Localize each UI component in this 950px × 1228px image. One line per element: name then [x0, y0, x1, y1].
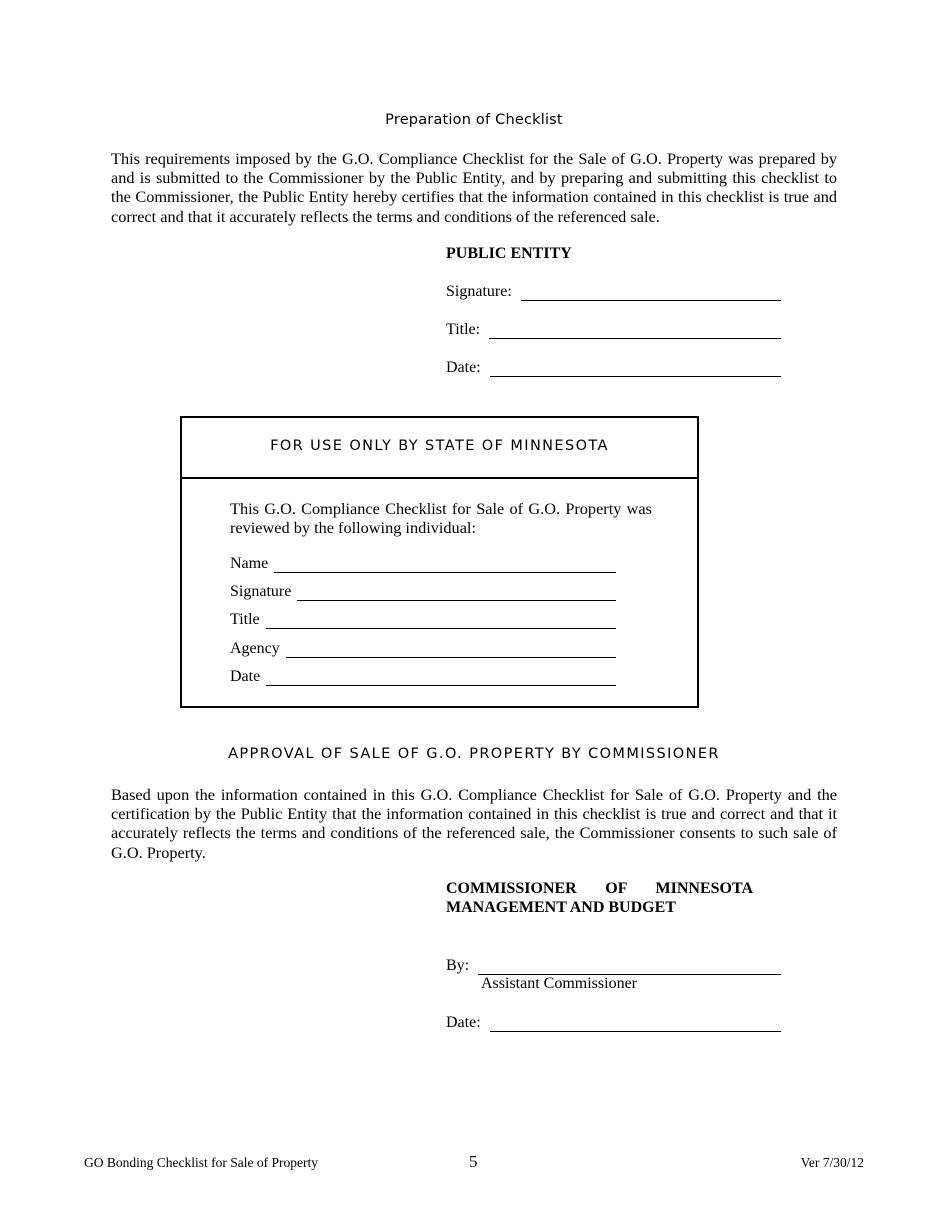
- date-label: Date:: [446, 359, 481, 376]
- public-entity-signature-field[interactable]: [446, 283, 781, 301]
- date-line[interactable]: [266, 671, 616, 686]
- reviewer-date-field[interactable]: [230, 668, 616, 686]
- name-label: Name: [230, 555, 269, 572]
- title-label: Title: [230, 611, 260, 628]
- preparation-paragraph: This requirements imposed by the G.O. Compliance Checklist for the Sale of G.O. Property was prepared by and is submitted to the Commissioner by the Public Entity, and by preparing and submitting this checklist to the Commissioner, the Public Entity hereby certifies that the information contained in this checklist is true and correct and that it accurately reflects the terms and conditions of the referenced sale.: [111, 149, 837, 226]
- approval-heading: APPROVAL OF SALE OF G.O. PROPERTY BY COMMISSIONER: [228, 746, 720, 762]
- date-line[interactable]: [490, 362, 781, 377]
- public-entity-title-field[interactable]: [446, 321, 781, 339]
- signature-line[interactable]: [297, 586, 616, 601]
- signature-label: Signature: [230, 583, 292, 600]
- signature-label: Signature:: [446, 283, 512, 300]
- public-entity-heading: PUBLIC ENTITY: [446, 245, 572, 262]
- commissioner-heading-line2: MANAGEMENT AND BUDGET: [446, 899, 676, 916]
- commissioner-heading-line1: COMMISSIONER OF MINNESOTA: [446, 880, 753, 897]
- by-label: By:: [446, 957, 470, 974]
- footer-left: GO Bonding Checklist for Sale of Property: [84, 1155, 318, 1170]
- state-review-box: [180, 416, 699, 708]
- state-box-divider: [182, 477, 697, 479]
- page-number: 5: [469, 1152, 478, 1171]
- reviewer-name-field[interactable]: [230, 555, 616, 573]
- date-label: Date: [230, 668, 261, 685]
- title-label: Title:: [446, 321, 481, 338]
- date-label: Date:: [446, 1014, 481, 1031]
- agency-line[interactable]: [286, 643, 616, 658]
- footer-version: Ver 7/30/12: [800, 1155, 864, 1170]
- approval-paragraph: Based upon the information contained in this G.O. Compliance Checklist for Sale of G.O. Property and the certification by the Public Entity that the information contained in this checklist is true and correct and that it accurately reflects the terms and conditions of the referenced sale, the Commissioner consents to such sale of G.O. Property.: [111, 785, 837, 862]
- agency-label: Agency: [230, 640, 280, 657]
- signature-line[interactable]: [521, 286, 781, 301]
- state-box-heading: FOR USE ONLY BY STATE OF MINNESOTA: [270, 438, 609, 454]
- title-line[interactable]: [489, 324, 781, 339]
- reviewer-title-field[interactable]: [230, 611, 616, 629]
- title-line[interactable]: [266, 614, 616, 629]
- commissioner-by-field[interactable]: [446, 957, 781, 975]
- state-box-intro: This G.O. Compliance Checklist for Sale of G.O. Property was reviewed by the following individual:: [230, 499, 652, 538]
- public-entity-date-field[interactable]: [446, 359, 781, 377]
- reviewer-signature-field[interactable]: [230, 583, 616, 601]
- commissioner-date-field[interactable]: [446, 1014, 781, 1032]
- preparation-heading: Preparation of Checklist: [385, 112, 563, 128]
- reviewer-agency-field[interactable]: [230, 640, 616, 658]
- by-line[interactable]: [478, 960, 781, 975]
- name-line[interactable]: [274, 558, 616, 573]
- by-caption: Assistant Commissioner: [481, 975, 638, 992]
- date-line[interactable]: [490, 1017, 781, 1032]
